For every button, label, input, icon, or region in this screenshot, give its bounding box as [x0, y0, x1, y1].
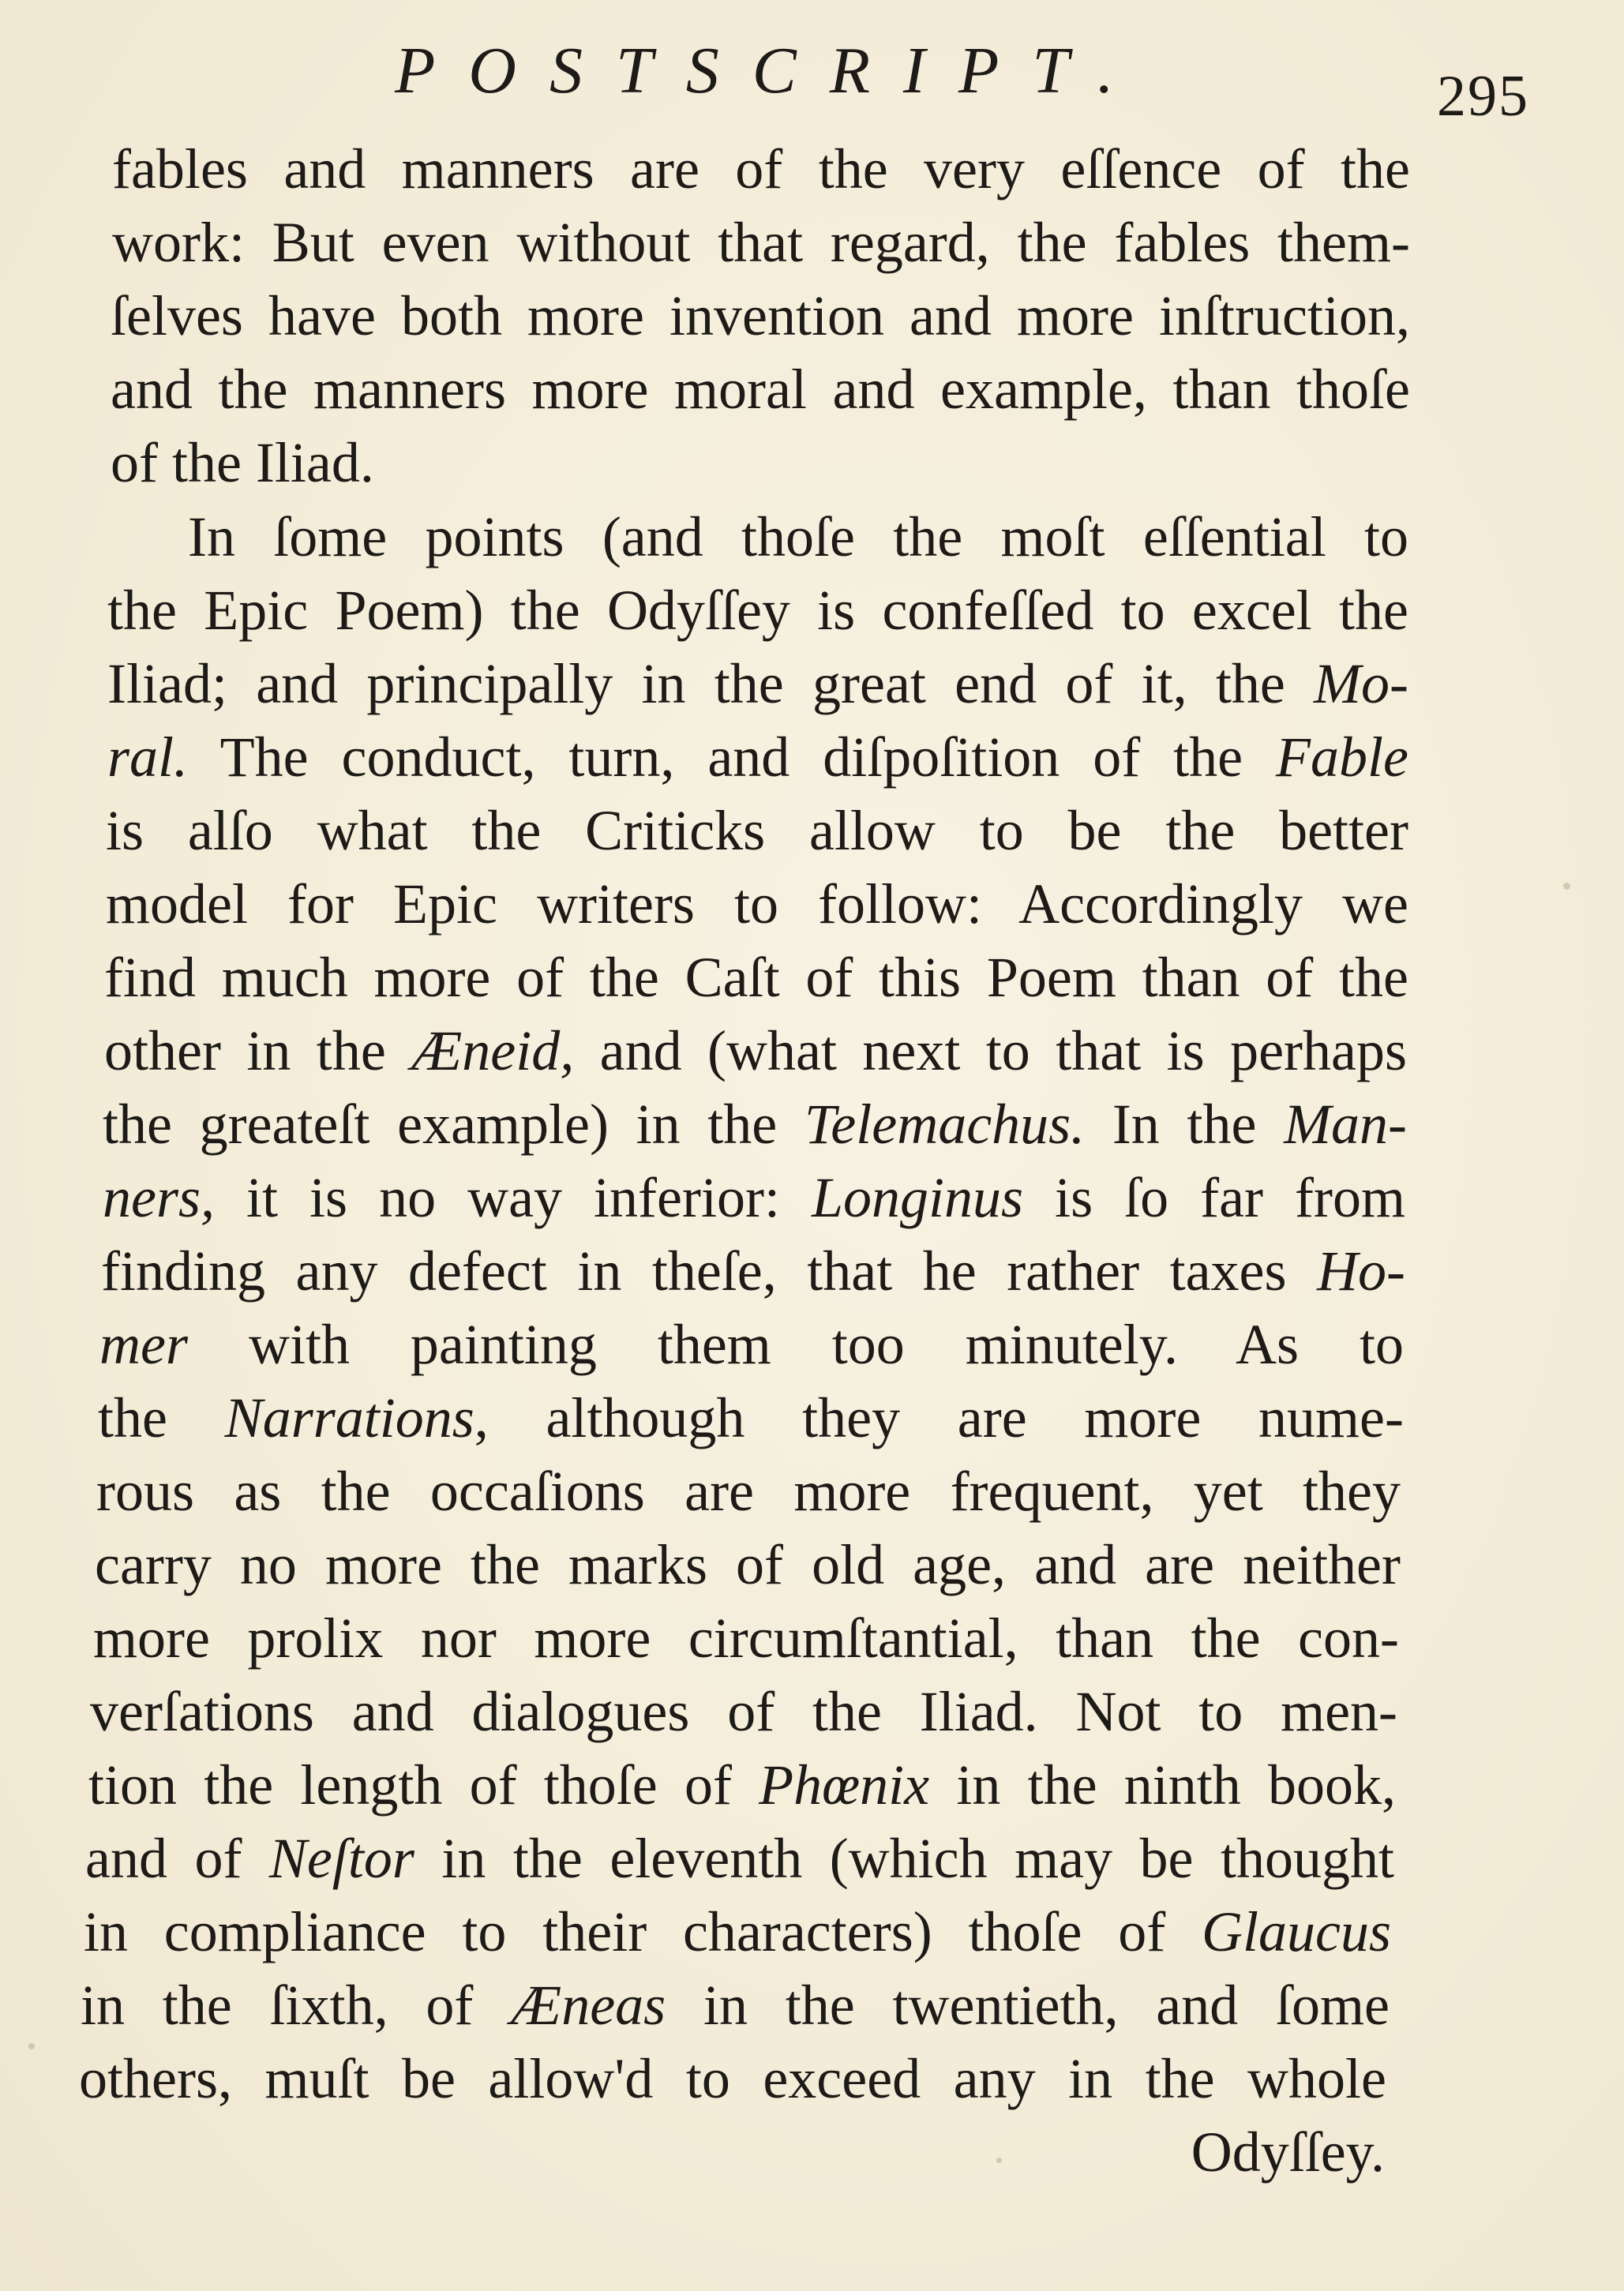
catchword-line — [79, 2116, 1385, 2188]
text-line — [90, 1675, 1397, 1748]
italic-text: Æneas — [511, 1974, 666, 2037]
running-head: POSTSCRIPT. — [395, 34, 1147, 107]
text-run: carry no more the marks of old age, and are neither — [95, 1533, 1401, 1596]
text-run: The conduct, turn, and diſpoſition of the — [188, 726, 1277, 789]
text-line — [98, 1382, 1404, 1454]
text-run: it is no way inferior: — [215, 1166, 812, 1229]
paper-speck — [28, 2043, 35, 2049]
text-line — [103, 1161, 1405, 1234]
italic-text: Glaucus — [1202, 1900, 1391, 1963]
text-line — [106, 794, 1408, 867]
text-run: fables and manners are of the very eſſence of the — [112, 137, 1410, 201]
text-run: and of — [85, 1827, 269, 1890]
text-line — [79, 2042, 1386, 2115]
text-line — [111, 353, 1410, 426]
text-run: in the twentieth, and ſome — [666, 1974, 1390, 2037]
italic-text: ral. — [107, 726, 189, 789]
text-run: is alſo what the Criticks allow to be the better — [106, 799, 1408, 862]
italic-text: Æneid, — [411, 1019, 575, 1082]
text-run: find much more of the Caſt of this Poem than of the — [104, 946, 1408, 1009]
italic-text: ners, — [103, 1166, 215, 1229]
text-line — [101, 1235, 1405, 1307]
text-line — [85, 1822, 1394, 1895]
italic-text: Ho- — [1317, 1239, 1405, 1303]
text-line — [111, 426, 1405, 499]
italic-text: Mo- — [1314, 652, 1408, 715]
text-run: other in the — [104, 1019, 412, 1082]
text-run: rous as the occaſions are more frequent, yet they — [96, 1460, 1401, 1523]
text-line — [96, 1455, 1401, 1528]
text-line — [111, 279, 1410, 352]
text-line — [107, 574, 1408, 647]
text-run: finding any defect in theſe, that he rather taxes — [101, 1239, 1318, 1303]
text-run: in the ſixth, of — [81, 1974, 512, 2037]
text-line — [104, 1014, 1407, 1087]
text-run: is ſo far from — [1023, 1166, 1405, 1229]
text-run: the greateſt example) in the — [103, 1093, 804, 1156]
text-run: the Epic Poem) the Odyſſey is confeſſed to excel the — [107, 579, 1408, 642]
text-run: Iliad; and principally in the great end of it, the — [107, 652, 1315, 715]
text-line — [106, 868, 1408, 940]
text-run: with painting them too minutely. As to — [187, 1313, 1404, 1376]
text-run: in the ninth book, — [929, 1753, 1396, 1817]
italic-text: Narrations — [224, 1386, 474, 1449]
text-line — [103, 1088, 1407, 1160]
italic-text: Neſtor — [268, 1827, 414, 1890]
text-run: Odyſſey. — [1191, 2120, 1385, 2184]
text-line — [107, 647, 1408, 720]
italic-text: Phœnix — [759, 1753, 930, 1817]
text-line — [95, 1528, 1401, 1601]
italic-text: Telemachus. — [804, 1093, 1086, 1156]
text-run: In ſome points (and thoſe the moſt eſſential to — [188, 505, 1408, 568]
text-line — [84, 1895, 1391, 1968]
text-run: model for Epic writers to follow: Accordingly we — [106, 872, 1408, 936]
paper-speck — [1563, 883, 1570, 890]
text-line — [93, 1602, 1399, 1674]
text-line — [88, 1749, 1396, 1821]
text-run: In the — [1085, 1093, 1285, 1156]
text-line — [81, 1969, 1390, 2042]
text-line — [104, 941, 1408, 1014]
text-line — [99, 1308, 1404, 1381]
text-run: in the eleventh (which may be thought — [414, 1827, 1394, 1890]
text-run: of the Iliad. — [111, 431, 374, 494]
text-line — [107, 721, 1408, 793]
page-header — [0, 24, 1624, 129]
text-run: tion the length of thoſe of — [88, 1753, 759, 1817]
italic-text: Fable — [1276, 726, 1408, 789]
text-run: in compliance to their characters) thoſe of — [84, 1900, 1202, 1963]
italic-text: Man- — [1284, 1093, 1407, 1156]
page-number: 295 — [1437, 64, 1529, 129]
text-run: verſations and dialogues of the Iliad. Not to men- — [90, 1680, 1397, 1743]
text-run: more prolix nor more circumſtantial, than the con- — [93, 1607, 1399, 1670]
text-run: work: But even without that regard, the fables them- — [112, 211, 1410, 274]
text-line — [112, 206, 1410, 279]
paragraph-first-line — [188, 501, 1408, 573]
text-run: the — [98, 1386, 225, 1449]
paper-speck — [996, 2158, 1002, 2163]
text-run: others, muſt be allow'd to exceed any in the whole — [79, 2047, 1386, 2110]
text-run: and the manners more moral and example, than thoſe — [111, 358, 1410, 421]
text-line — [112, 133, 1410, 205]
italic-text: Longinus — [811, 1166, 1024, 1229]
text-run: , although they are more nume- — [474, 1386, 1404, 1449]
text-run: ſelves have both more invention and more inſtruction, — [111, 284, 1410, 347]
text-run: and (what next to that is perhaps — [574, 1019, 1407, 1082]
italic-text: mer — [99, 1313, 188, 1376]
